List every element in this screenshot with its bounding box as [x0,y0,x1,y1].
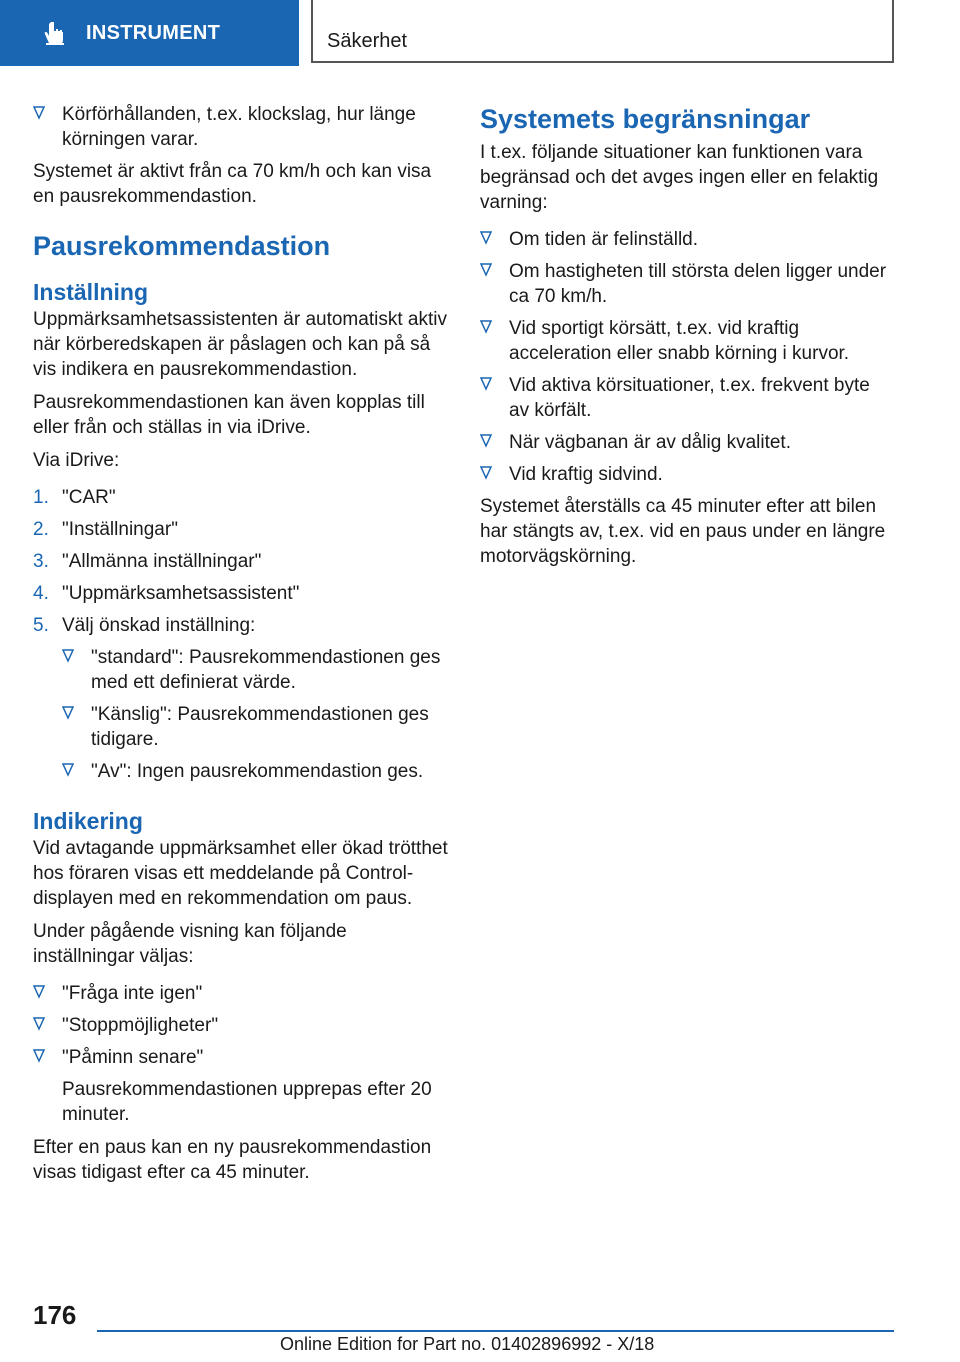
list-item-text: När vägbanan är av dålig kvalitet. [509,432,791,453]
triangle-bullet-icon [33,1049,45,1063]
paragraph: Via iDrive: [33,450,120,471]
paragraph: Pausrekommendastionen upprepas efter 20 minuter. [62,1079,432,1125]
triangle-bullet-icon [33,985,45,999]
pointing-hand-icon [42,20,68,46]
list-item [480,462,895,487]
list-item [33,549,448,574]
triangle-bullet-icon [480,466,492,480]
triangle-bullet-icon [480,434,492,448]
list-item [480,259,895,309]
list-item [480,316,895,366]
header-section [311,0,894,63]
left-column [33,102,448,1193]
right-column [480,102,895,577]
triangle-bullet-icon [33,1017,45,1031]
list-item [33,981,448,1006]
triangle-bullet-icon [62,706,74,720]
list-item-text: Körförhållanden, t.ex. klockslag, hur länge körningen varar. [62,104,416,150]
paragraph: I t.ex. följande situationer kan funktionen vara begränsad och det avges ingen eller en felaktig varning: [480,142,879,213]
step-text: "Uppmärksamhetsassistent" [62,583,300,604]
step-number: 4. [33,583,49,604]
list-item-text: Vid kraftig sidvind. [509,464,663,485]
paragraph: Systemet återställs ca 45 minuter efter att bilen har stängts av, t.ex. vid en paus under en längre motorvägskörning. [480,496,886,567]
paragraph: Efter en paus kan en ny pausrekommendastion visas tidigast efter ca 45 minuter. [33,1137,432,1183]
list-item [33,613,448,784]
list-item-text: Om tiden är felinställd. [509,229,699,250]
list-item [33,1045,448,1070]
triangle-bullet-icon [480,320,492,334]
list-item-text: "Fråga inte igen" [62,983,203,1004]
paragraph: Vid avtagande uppmärksamhet eller ökad trötthet hos föraren visas ett meddelande på Control-displayen med en rekommendation om paus. [33,838,448,909]
paragraph: Uppmärksamhetsassistenten är automatiskt aktiv när körberedskapen är påslagen och kan på så vis indikera en pausrekommendastion. [33,309,447,380]
list-item [480,227,895,252]
section-title: Säkerhet [327,30,408,52]
triangle-bullet-icon [33,106,45,120]
subsection-heading: Indikering [33,808,143,834]
step-text: "Inställningar" [62,519,178,540]
list-item [62,759,448,784]
list-item [33,102,448,152]
limitations-list [480,227,895,487]
list-item [62,645,448,695]
sub-list [62,645,448,784]
list-item [480,373,895,423]
list-item-text: Vid sportigt körsätt, t.ex. vid kraftig acceleration eller snabb körning i kurvor. [509,318,850,364]
triangle-bullet-icon [480,377,492,391]
triangle-bullet-icon [62,763,74,777]
options-list [33,981,448,1070]
triangle-bullet-icon [480,263,492,277]
section-heading: Systemets begränsningar [480,104,811,134]
header-tab[interactable] [0,0,299,66]
step-text: "Allmänna inställningar" [62,551,262,572]
paragraph: Under pågående visning kan följande inställningar väljas: [33,921,347,967]
step-number: 2. [33,519,49,540]
list-item [33,581,448,606]
list-item-text: "Känslig": Pausrekommendastionen ges tidigare. [91,704,429,750]
step-text: Välj önskad inställning: [62,615,256,636]
header-tab-label: INSTRUMENT [86,21,221,44]
section-heading: Pausrekommendastion [33,231,331,261]
edition-note: Online Edition for Part no. 01402896992 - X/18 [280,1334,655,1354]
step-number: 5. [33,615,49,636]
list-item-text: Om hastigheten till största delen ligger under ca 70 km/h. [509,261,887,307]
paragraph: Pausrekommendastionen kan även kopplas till eller från och ställas in via iDrive. [33,392,425,438]
step-number: 1. [33,487,49,508]
list-item [480,430,895,455]
list-item [33,485,448,510]
list-item-text: "standard": Pausrekommendastionen ges med ett definierat värde. [91,647,441,693]
list-item-text: "Påminn senare" [62,1047,204,1068]
list-item [33,517,448,542]
triangle-bullet-icon [62,649,74,663]
list-item-text: "Stoppmöjligheter" [62,1015,219,1036]
steps-list [33,485,448,784]
step-number: 3. [33,551,49,572]
list-item-text: Vid aktiva körsituationer, t.ex. frekvent byte av körfält. [509,375,870,421]
list-item [33,1013,448,1038]
paragraph: Systemet är aktivt från ca 70 km/h och kan visa en pausrekommendastion. [33,161,432,207]
list-item-text: "Av": Ingen pausrekommendastion ges. [91,761,424,782]
triangle-bullet-icon [480,231,492,245]
list-item [62,702,448,752]
step-text: "CAR" [62,487,116,508]
footer-divider [97,1330,894,1332]
subsection-heading: Inställning [33,279,148,305]
page-number: 176 [33,1300,77,1330]
